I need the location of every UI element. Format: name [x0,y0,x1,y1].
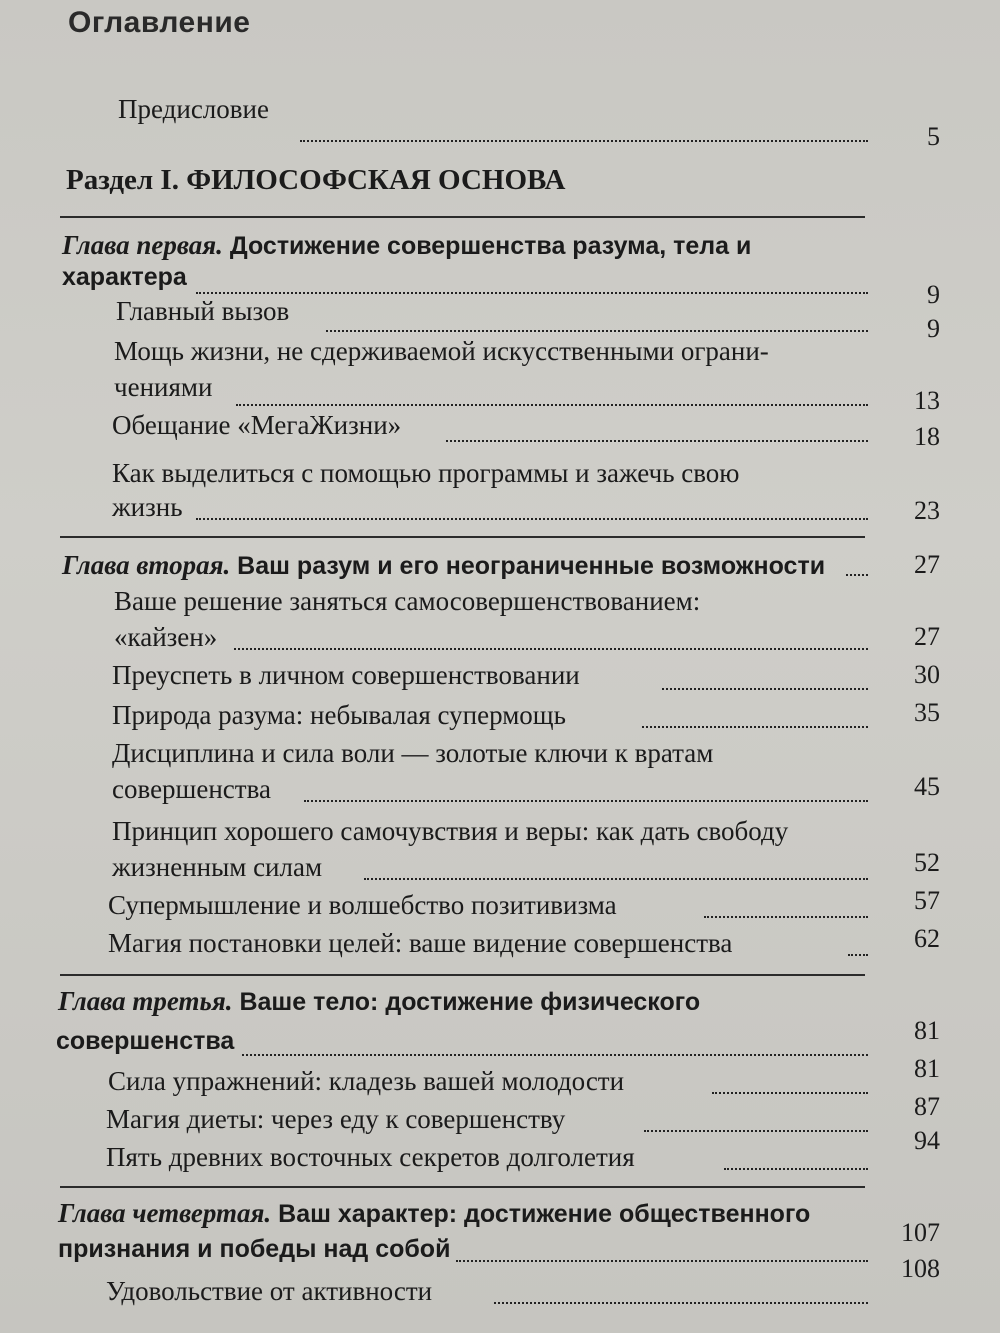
item-label: Магия постановки целей: ваше видение совершенства [108,928,733,958]
dot-leader [848,954,868,956]
page-number: 81 [914,1054,940,1083]
item-label: Обещание «МегаЖизни» [112,410,402,440]
page-number: 5 [927,122,940,151]
chapter-title-text: Ваш разум и его неограниченные возможности [230,552,826,580]
item-label: Главный вызов [116,296,290,326]
item-label: Магия диеты: через еду к совершенству [106,1104,566,1134]
page-number: 87 [914,1092,940,1121]
chapter-title-cont: признания и победы над собой [58,1235,451,1263]
dot-leader [304,800,868,802]
dot-leader [326,330,868,332]
chapter-title-cont: совершенства [56,1027,235,1055]
page-number: 45 [914,772,940,801]
chapter-divider [60,536,865,538]
item-label: Сила упражнений: кладезь вашей молодости [108,1066,625,1096]
dot-leader [456,1260,868,1262]
dot-leader [364,878,868,880]
chapter-divider [60,974,865,976]
item-label: Удовольствие от активности [106,1276,433,1306]
item-label-cont: жизнь [112,492,183,522]
item-label: Как выделиться с помощью программы и зажечь свою [112,458,740,488]
page-title: Оглавление [68,6,251,39]
page-number: 108 [901,1254,940,1283]
item-label: Принцип хорошего самочувствия и веры: как дать свободу [112,816,789,846]
page-number: 107 [901,1218,940,1247]
chapter-title-cont: характера [62,263,187,291]
dot-leader [644,1130,868,1132]
item-label: Природа разума: небывалая супермощь [112,700,566,730]
item-label: Пять древних восточных секретов долголетия [106,1142,635,1172]
dot-leader [234,648,868,650]
item-label-cont: жизненным силам [112,852,323,882]
item-label-cont: «кайзен» [114,622,218,652]
dot-leader [712,1092,868,1094]
chapter-prefix: Глава четвертая. [58,1198,272,1228]
page-number: 35 [914,698,940,727]
dot-leader [704,916,868,918]
page-number: 9 [927,314,940,343]
item-label-cont: совершенства [112,774,271,804]
page-number: 27 [914,622,940,651]
section-heading: Раздел I. ФИЛОСОФСКАЯ ОСНОВА [66,164,566,196]
dot-leader [846,574,868,576]
dot-leader [242,1054,868,1056]
chapter-prefix: Глава первая. [62,230,223,260]
item-label: Преуспеть в личном совершенствовании [112,660,580,690]
chapter-title [62,548,825,583]
dot-leader [446,440,868,442]
dot-leader [642,726,868,728]
dot-leader [196,518,868,520]
page-number: 81 [914,1016,940,1045]
chapter-prefix: Глава третья. [58,986,233,1016]
page-number: 27 [914,550,940,579]
page-number: 57 [914,886,940,915]
dot-leader [236,404,868,406]
page-number: 23 [914,496,940,525]
dot-leader [724,1168,868,1170]
item-label-cont: чениями [114,372,213,402]
page-number: 94 [914,1126,940,1155]
dot-leader [494,1302,868,1304]
item-label: Супермышление и волшебство позитивизма [108,890,617,920]
page-number: 9 [927,280,940,309]
dot-leader [662,688,868,690]
chapter-title-text: Достижение совершенства разума, тела и [222,232,752,260]
chapter-title-text: Ваш характер: достижение общественного [271,1200,811,1228]
chapter-prefix: Глава вторая. [62,550,231,580]
item-label: Ваше решение заняться самосовершенствованием: [114,586,701,616]
dot-leader [196,292,868,294]
page-number: 52 [914,848,940,877]
page-number: 18 [914,422,940,451]
chapter-title [62,228,751,263]
chapter-divider [60,1186,865,1188]
page-number: 62 [914,924,940,953]
chapter-title [58,1196,810,1231]
item-label: Мощь жизни, не сдерживаемой искусственными ограни- [114,336,769,366]
chapter-title [58,984,700,1019]
chapter-title-text: Ваше тело: достижение физического [232,988,701,1016]
dot-leader [300,140,868,142]
chapter-divider [60,216,865,218]
item-label: Дисциплина и сила воли — золотые ключи к вратам [112,738,714,768]
entry-label: Предисловие [118,94,269,124]
page-number: 30 [914,660,940,689]
page-number: 13 [914,386,940,415]
